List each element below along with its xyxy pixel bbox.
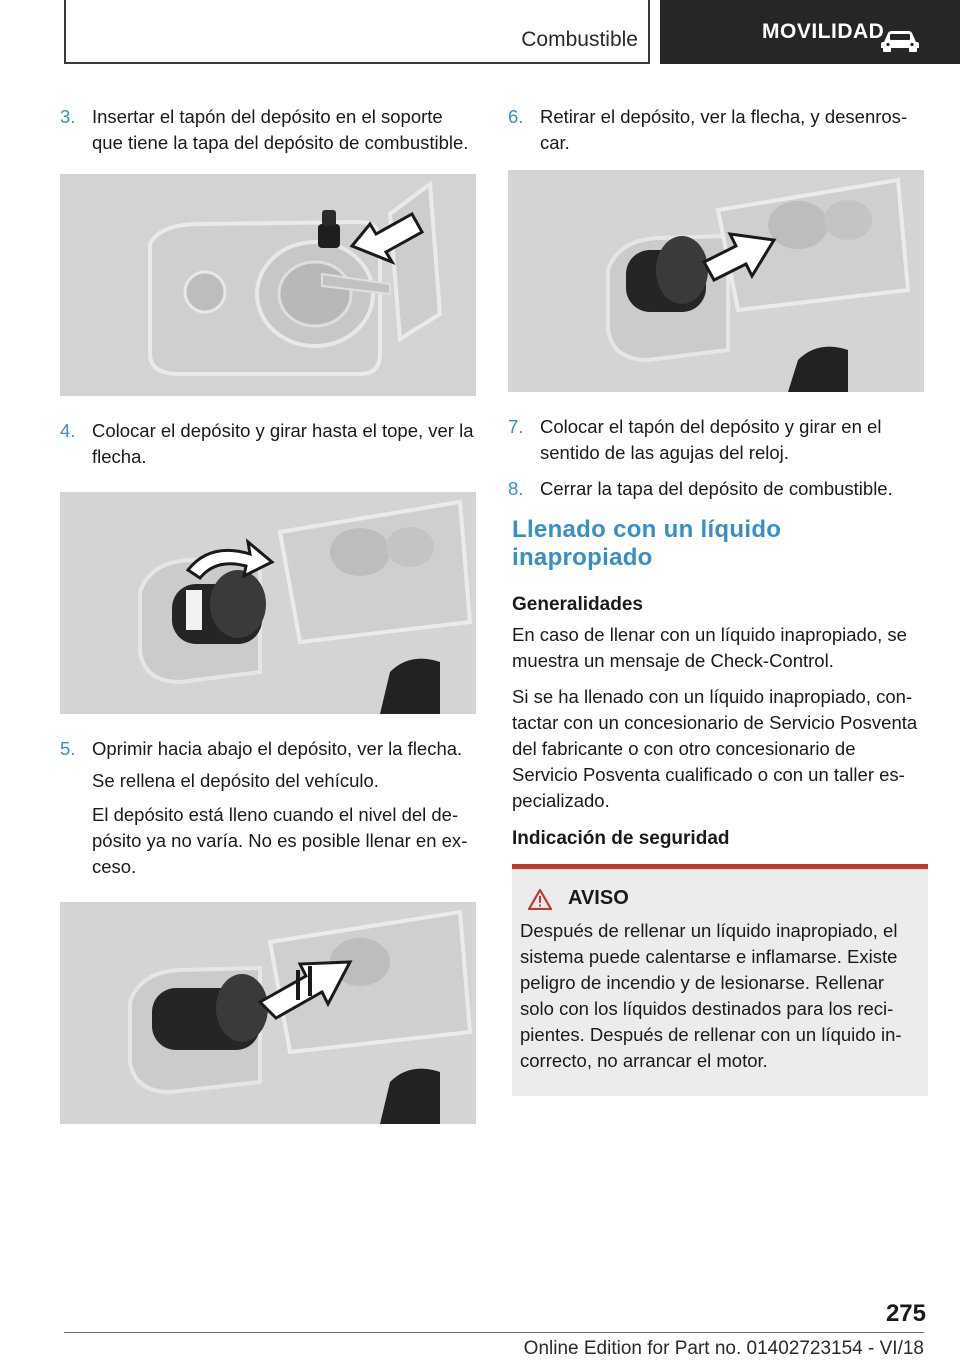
- step-text: Retirar el depósito, ver la flecha, y desenroscar.: [540, 106, 908, 153]
- warning-header: [520, 887, 918, 910]
- canister-twist-illustration: [60, 492, 476, 714]
- safety-heading: Indicación de seguridad: [512, 828, 730, 849]
- step-7: [508, 414, 924, 466]
- figure-twist-canister: [60, 492, 476, 714]
- canister-remove-illustration: [508, 170, 924, 392]
- step-number: 4.: [60, 420, 76, 441]
- step-3: [60, 104, 476, 156]
- step-number: 6.: [508, 106, 524, 127]
- header-section-title: Combustible: [521, 28, 638, 51]
- step-text: Colocar el tapón del depósito y girar en el sentido de las agujas del reloj.: [540, 416, 882, 463]
- step-4: [60, 418, 476, 470]
- warning-box: [512, 864, 928, 1096]
- canister-press-illustration: [60, 902, 476, 1124]
- step-number: 7.: [508, 416, 524, 437]
- step-number: 5.: [60, 738, 76, 759]
- page-number: 275: [885, 1300, 926, 1327]
- figure-remove-canister: [508, 170, 924, 392]
- step-6: [508, 104, 924, 156]
- figure-press-canister: [60, 902, 476, 1124]
- general-para-1: En caso de llenar con un líquido inapropiado, se muestra un mensaje de Check-Control.: [512, 624, 907, 671]
- fuel-flap-illustration: [60, 174, 476, 396]
- car-icon: [880, 28, 920, 52]
- step-8: [508, 476, 924, 502]
- footer-divider: [64, 1332, 924, 1333]
- right-column: [508, 104, 924, 1096]
- step-text: Oprimir hacia abajo el depósito, ver la flecha.: [92, 738, 463, 759]
- step5-note-1: Se rellena el depósito del vehículo.: [92, 770, 379, 791]
- general-heading: Generalidades: [512, 594, 643, 615]
- step-number: 3.: [60, 106, 76, 127]
- warning-triangle-icon: [528, 888, 552, 910]
- figure-cap-holder: [60, 174, 476, 396]
- header-chapter-label: MOVILIDAD: [762, 20, 885, 43]
- footer-edition: Online Edition for Part no. 01402723154 - VI/18: [523, 1338, 924, 1359]
- left-column: [60, 104, 476, 1146]
- warning-text: Después de rellenar un líquido inapropiado, el sistema puede calentarse e inflamarse. Existe peligro de incendio y de lesionarse. Rellenar solo con los líquidos destinados para los recipientes. Después de rellenar con un líquido incorrecto, no arrancar el motor.: [520, 920, 902, 1071]
- step-text: Cerrar la tapa del depósito de combustible.: [540, 478, 893, 499]
- step-5: [60, 736, 476, 762]
- general-para-2: Si se ha llenado con un líquido inapropiado, contactar con un concesionario de Servicio Posventa del fabricante o con otro concesionario de Servicio Posventa cualificado o con un taller especializado.: [512, 686, 918, 811]
- step5-note-2: El depósito está lleno cuando el nivel del depósito ya no varía. No es posible llenar en exceso.: [92, 804, 468, 877]
- warning-title: AVISO: [568, 887, 629, 909]
- step-number: 8.: [508, 478, 524, 499]
- step-text: Insertar el tapón del depósito en el soporte que tiene la tapa del depósito de combustible.: [92, 106, 469, 153]
- step-text: Colocar el depósito y girar hasta el tope, ver la flecha.: [92, 420, 474, 467]
- section-title: Llenado con un líquido inapropiado: [512, 516, 782, 571]
